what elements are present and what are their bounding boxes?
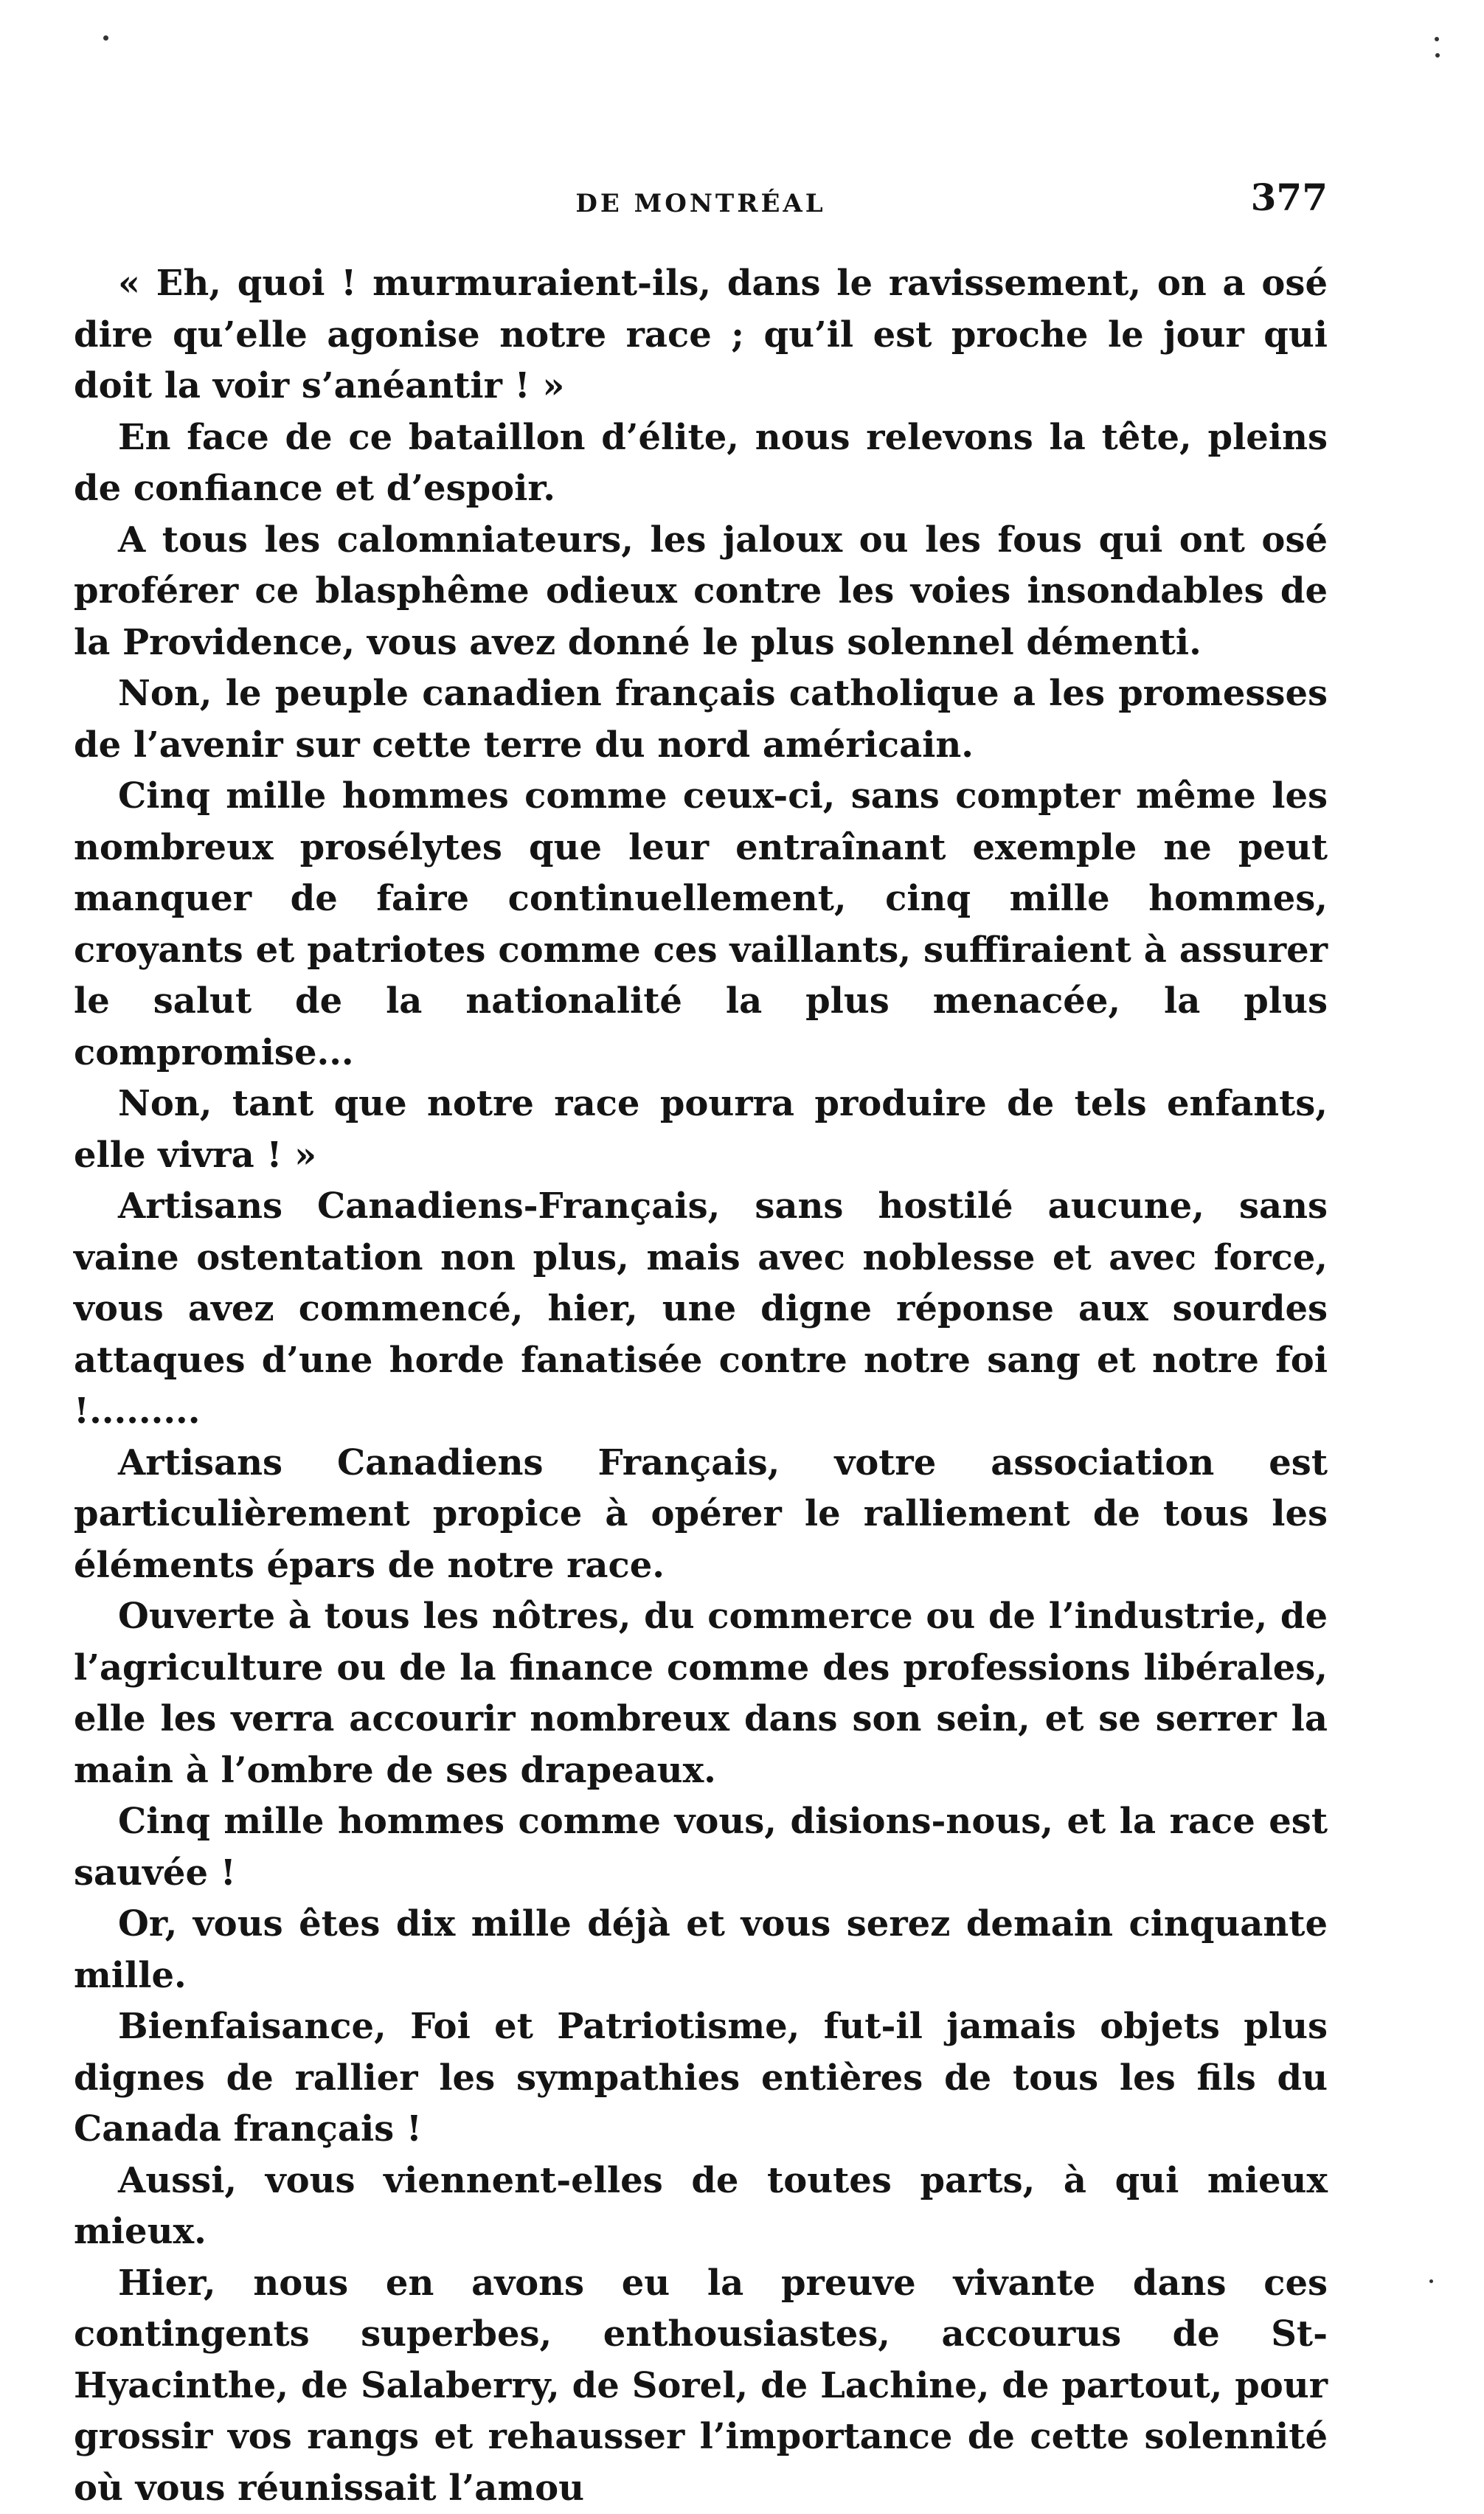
scan-speck <box>1429 2279 1433 2283</box>
paragraph: Bienfaisance, Foi et Patriotisme, fut-il jamais objets plus dignes de rallier les sympathies entières de tous les fils du Canada français ! <box>74 2001 1328 2155</box>
body-text <box>74 258 1328 2514</box>
scan-speck <box>1435 37 1439 41</box>
paragraph: Cinq mille hommes comme vous, disions-nous, et la race est sauvée ! <box>74 1796 1328 1899</box>
paragraph: Artisans Canadiens Français, votre association est particulièrement propice à opérer le ralliement de tous les éléments épars de notre race. <box>74 1438 1328 1592</box>
paragraph: Non, tant que notre race pourra produire de tels enfants, elle vivra ! » <box>74 1078 1328 1181</box>
page-number: 377 <box>1251 176 1328 219</box>
page-header <box>74 176 1328 235</box>
paragraph: En face de ce bataillon d’élite, nous relevons la tête, pleins de confiance et d’espoir. <box>74 412 1328 515</box>
scan-speck <box>103 35 108 41</box>
paragraph: Artisans Canadiens-Français, sans hostilé aucune, sans vaine ostentation non plus, mais avec noblesse et avec force, vous avez commencé, hier, une digne réponse aux sourdes attaques d’une horde fanatisée contre notre sang et notre foi !......... <box>74 1181 1328 1438</box>
paragraph: Or, vous êtes dix mille déjà et vous serez demain cinquante mille. <box>74 1899 1328 2001</box>
paragraph: Aussi, vous viennent-elles de toutes parts, à qui mieux mieux. <box>74 2155 1328 2258</box>
paragraph: Hier, nous en avons eu la preuve vivante dans ces contingents superbes, enthousiastes, accourus de St-Hyacinthe, de Salaberry, de Sorel, de Lachine, de partout, pour grossir vos rangs et rehausser l’importance de cette solennité où vous réunissait l’amou <box>74 2258 1328 2514</box>
paragraph: Cinq mille hommes comme ceux-ci, sans compter même les nombreux prosélytes que leur entraînant exemple ne peut manquer de faire continuellement, cinq mille hommes, croyants et patriotes comme ces vaillants, suffiraient à assurer le salut de la nationalité la plus menacée, la plus compromise... <box>74 771 1328 1078</box>
scan-speck <box>1435 53 1440 58</box>
paragraph: « Eh, quoi ! murmuraient-ils, dans le ravissement, on a osé dire qu’elle agonise notre race ; qu’il est proche le jour qui doit la voir s’anéantir ! » <box>74 258 1328 412</box>
paragraph: Ouverte à tous les nôtres, du commerce ou de l’industrie, de l’agriculture ou de la finance comme des professions libérales, elle les verra accourir nombreux dans son sein, et se serrer la main à l’ombre de ses drapeaux. <box>74 1591 1328 1796</box>
paragraph: A tous les calomniateurs, les jaloux ou les fous qui ont osé proférer ce blasphême odieux contre les voies insondables de la Providence, vous avez donné le plus solennel démenti. <box>74 515 1328 669</box>
paragraph: Non, le peuple canadien français catholique a les promesses de l’avenir sur cette terre du nord américain. <box>74 668 1328 771</box>
running-head: DE MONTRÉAL <box>74 189 1328 218</box>
